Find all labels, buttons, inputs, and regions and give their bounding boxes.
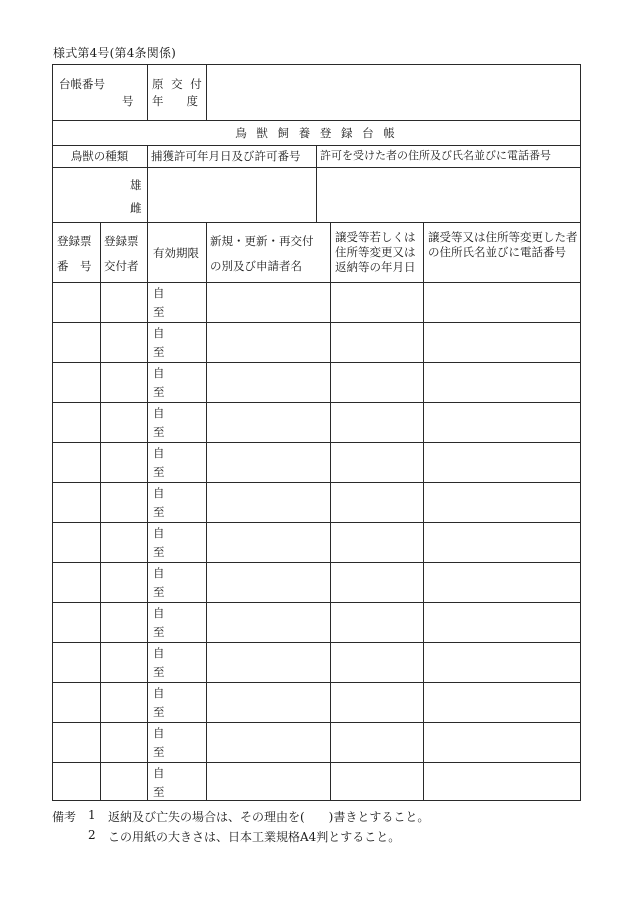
validity-from-label: 自 (153, 766, 165, 780)
rule-col-1 (100, 222, 101, 801)
validity-to-label: 至 (153, 625, 165, 639)
reg-no-header-1: 登録票 (57, 234, 92, 248)
validity-from-label: 自 (153, 366, 165, 380)
rule-after-ledger (52, 120, 581, 121)
row-divider (52, 642, 581, 643)
ledger-number-label: 台帳番号 (59, 77, 105, 91)
row-divider (52, 322, 581, 323)
table-border-right (580, 64, 581, 801)
row-divider (52, 562, 581, 563)
recipient-header-2: 交付者 (104, 259, 139, 273)
rule-species-2 (316, 145, 317, 223)
note-2-number: 2 (88, 828, 96, 842)
form-title: 様式第4号(第4条関係) (53, 46, 177, 60)
validity-from-label: 自 (153, 726, 165, 740)
validity-to-label: 至 (153, 705, 165, 719)
validity-to-label: 至 (153, 665, 165, 679)
transfer-date-header: 譲受等若しくは住所等変更又は返納等の年月日 (335, 230, 416, 274)
note-2-text: この用紙の大きさは、日本工業規格A4判とすること。 (108, 830, 401, 844)
female-label: 雌 (130, 201, 142, 215)
male-label: 雄 (130, 178, 142, 192)
rule-col-5 (423, 222, 424, 801)
validity-from-label: 自 (153, 286, 165, 300)
validity-to-label: 至 (153, 425, 165, 439)
original-issue-label-1: 原 交 付 (152, 77, 204, 91)
validity-to-label: 至 (153, 745, 165, 759)
validity-from-label: 自 (153, 326, 165, 340)
table-title: 鳥 獣 飼 養 登 録 台 帳 (235, 126, 398, 140)
species-label: 鳥獣の種類 (70, 149, 129, 163)
table-border-bottom (52, 800, 581, 801)
note-1-text: 返納及び亡失の場合は、その理由を( )書きとすること。 (108, 810, 430, 824)
validity-to-label: 至 (153, 505, 165, 519)
reg-no-header-2: 番 号 (57, 259, 92, 273)
rule-col-2 (147, 222, 148, 801)
applicant-header-1: 新規・更新・再交付 (210, 234, 314, 248)
validity-to-label: 至 (153, 345, 165, 359)
table-border-top (52, 64, 581, 65)
row-divider (52, 522, 581, 523)
validity-to-label: 至 (153, 585, 165, 599)
validity-from-label: 自 (153, 566, 165, 580)
row-divider (52, 402, 581, 403)
validity-to-label: 至 (153, 785, 165, 799)
transferee-header: 譲受等又は住所等変更した者の住所氏名並びに電話番号 (428, 230, 578, 259)
validity-from-label: 自 (153, 646, 165, 660)
validity-from-label: 自 (153, 486, 165, 500)
row-divider (52, 482, 581, 483)
rule-ledger-2 (206, 64, 207, 121)
applicant-header-2: の別及び申請者名 (210, 259, 302, 273)
notes-prefix: 備考 (52, 810, 77, 824)
row-divider (52, 602, 581, 603)
rule-species-1 (147, 145, 148, 223)
note-1-number: 1 (88, 808, 96, 822)
validity-from-label: 自 (153, 526, 165, 540)
validity-from-label: 自 (153, 686, 165, 700)
validity-from-label: 自 (153, 446, 165, 460)
rule-col-4 (330, 222, 331, 801)
ledger-number-suffix: 号 (122, 94, 134, 108)
registration-ledger-table (52, 64, 581, 801)
row-divider (52, 682, 581, 683)
validity-header: 有効期限 (153, 246, 199, 260)
row-divider (52, 762, 581, 763)
permit-holder-label: 許可を受けた者の住所及び氏名並びに電話番号 (320, 149, 551, 162)
rule-col-3 (206, 222, 207, 801)
validity-to-label: 至 (153, 305, 165, 319)
table-border-left (52, 64, 53, 801)
validity-to-label: 至 (153, 465, 165, 479)
validity-from-label: 自 (153, 606, 165, 620)
row-divider (52, 362, 581, 363)
row-divider (52, 722, 581, 723)
validity-from-label: 自 (153, 406, 165, 420)
rule-ledger-1 (147, 64, 148, 121)
capture-permit-label: 捕獲許可年月日及び許可番号 (151, 149, 301, 163)
rule-after-column-head (52, 282, 581, 283)
row-divider (52, 442, 581, 443)
validity-to-label: 至 (153, 545, 165, 559)
validity-to-label: 至 (153, 385, 165, 399)
recipient-header-1: 登録票 (104, 234, 139, 248)
original-issue-label-2: 年 度 (152, 94, 198, 108)
